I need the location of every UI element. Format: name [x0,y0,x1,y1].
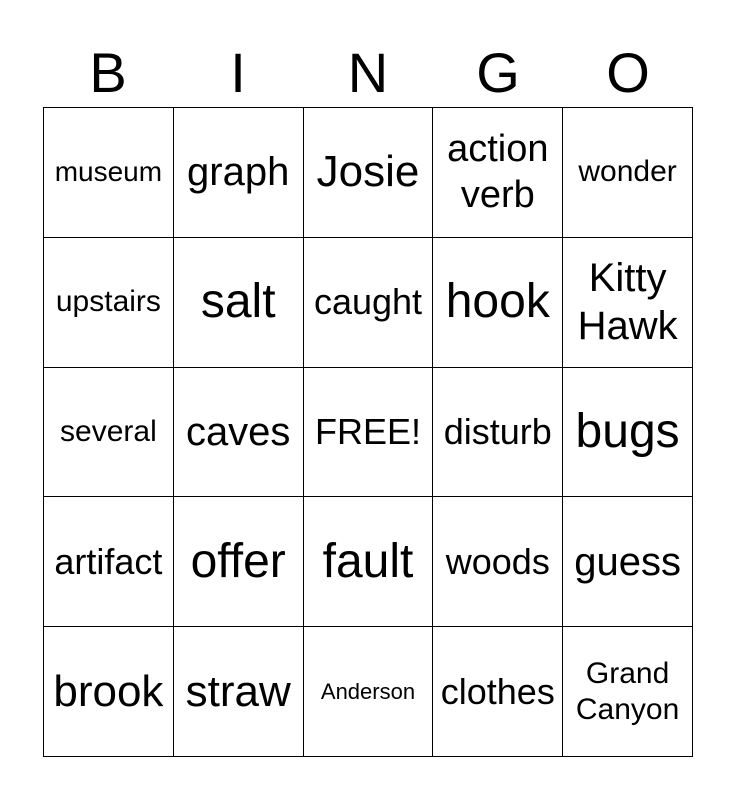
bingo-cell[interactable]: action verb [433,108,563,238]
bingo-cell[interactable]: Anderson [304,627,434,757]
bingo-cell[interactable]: artifact [44,497,174,627]
bingo-cell[interactable]: caves [174,368,304,498]
bingo-cell[interactable]: Kitty Hawk [563,238,693,368]
header-letter-g: G [476,41,520,104]
bingo-header [43,38,693,108]
header-letter-b: B [89,41,127,104]
bingo-cell[interactable]: brook [44,627,174,757]
bingo-cell[interactable]: fault [304,497,434,627]
bingo-cell[interactable]: Grand Canyon [563,627,693,757]
bingo-cell[interactable]: caught [304,238,434,368]
bingo-cell[interactable]: museum [44,108,174,238]
bingo-cell[interactable]: hook [433,238,563,368]
bingo-cell[interactable]: woods [433,497,563,627]
bingo-cell[interactable]: upstairs [44,238,174,368]
bingo-cell[interactable]: disturb [433,368,563,498]
bingo-cell[interactable]: salt [174,238,304,368]
bingo-cell[interactable]: straw [174,627,304,757]
bingo-cell[interactable]: offer [174,497,304,627]
bingo-cell[interactable]: several [44,368,174,498]
header-letter-i: I [230,41,246,104]
bingo-grid [43,107,693,757]
bingo-cell[interactable]: guess [563,497,693,627]
bingo-cell[interactable]: Josie [304,108,434,238]
bingo-cell[interactable]: bugs [563,368,693,498]
bingo-cell[interactable]: graph [174,108,304,238]
bingo-cell[interactable]: wonder [563,108,693,238]
header-letter-n: N [347,41,389,104]
header-letter-o: O [606,41,650,104]
bingo-cell[interactable]: clothes [433,627,563,757]
free-space-cell[interactable]: FREE! [304,368,434,498]
